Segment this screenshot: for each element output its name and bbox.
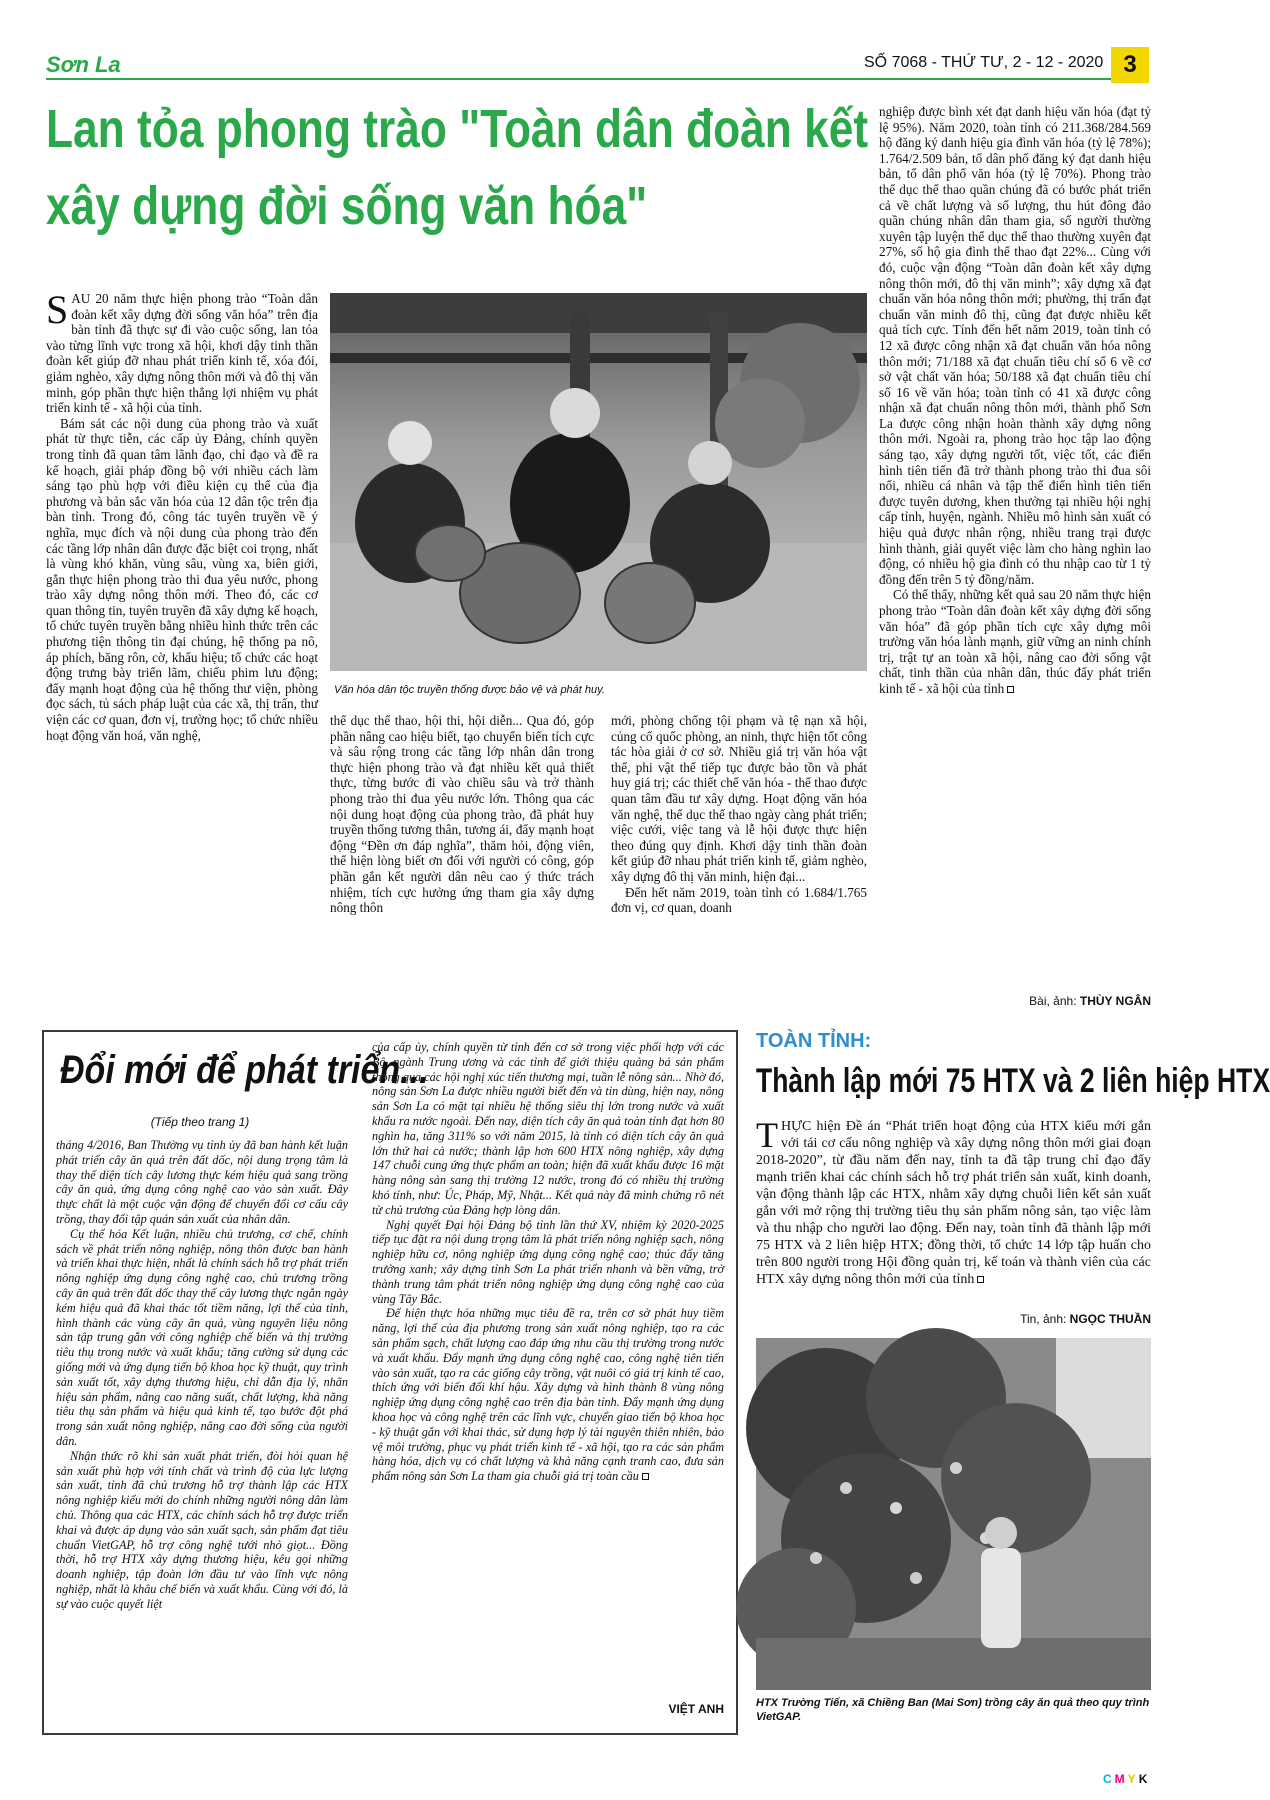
cmyk-m: M [1114, 1772, 1125, 1786]
article3-dropcap: T [756, 1115, 778, 1155]
article2-title: Đổi mới để phát triển... [60, 1048, 429, 1092]
end-mark-icon [642, 1473, 649, 1480]
article3-kicker: TOÀN TỈNH: [756, 1030, 872, 1052]
article2-column-2 [372, 1040, 724, 1690]
article3-photo-caption: HTX Trường Tiến, xã Chiềng Ban (Mai Sơn) trồng cây ăn quả theo quy trình VietGAP. [756, 1697, 1150, 1723]
article2-continued: (Tiếp theo trang 1) [150, 1115, 250, 1129]
article1-paragraph [879, 587, 1151, 696]
article1-column-3 [611, 713, 867, 1013]
article2-paragraph: tháng 4/2016, Ban Thường vụ tỉnh ủy đã ban hành kết luận phát triển cây ăn quả trên đất dốc, nội dung trọng tâm là thay thế diện tích cây lương thực kém hiệu quả sang trồng cây ăn quả, ứng dụng công nghệ cao vào sản xuất. Đây thực chất là một cuộc vận động để chuyển đổi cơ cấu cây trồng, thay đổi tập quán sản xuất của nhân dân. [56, 1138, 348, 1226]
article1-paragraph: mới, phòng chống tội phạm và tệ nạn xã hội, củng cố quốc phòng, an ninh, thực hiện tốt công tác hòa giải ở cơ sở. Nhiều giá trị văn hóa vật thể, phi vật thể tiếp tục được bảo tồn và phát huy giá trị; các thiết chế văn hóa - thể thao được quan tâm đầu tư xây dựng. Hoạt động văn hóa văn nghệ, thể dục thể thao ngày càng phát triển; việc cưới, việc tang và lễ hội được thực hiện theo đúng quy định. Khơi dậy tinh thần đoàn kết giúp đỡ nhau phát triển kinh tế, giảm nghèo, xây dựng đô thị văn minh, hiện đại... [611, 713, 867, 884]
article1-paragraph: Đến hết năm 2019, toàn tỉnh có 1.684/1.765 đơn vị, cơ quan, doanh [611, 884, 867, 916]
issue-date: SỐ 7068 - THỨ TƯ, 2 - 12 - 2020 [864, 54, 1104, 71]
photo-illustration [756, 1338, 1151, 1690]
cmyk-c: C [1103, 1772, 1112, 1786]
byline-prefix: Tin, ảnh: [1020, 1312, 1070, 1326]
article3-title: Thành lập mới 75 HTX và 2 liên hiệp HTX [756, 1062, 1270, 1100]
article2-byline: VIỆT ANH [668, 1702, 724, 1716]
article1-title-line1: Lan tỏa phong trào "Toàn dân đoàn kết [46, 99, 869, 159]
article1-photo [330, 293, 867, 671]
cmyk-y: Y [1127, 1772, 1136, 1786]
end-mark-icon [977, 1276, 984, 1283]
end-mark-icon [1007, 686, 1014, 693]
article2-column-1 [56, 1138, 348, 1718]
article1-column-4 [879, 104, 1151, 989]
article2-closing: Để hiện thực hóa những mục tiêu đề ra, trên cơ sở phát huy tiềm năng, lợi thế của địa phương trong sản xuất nông nghiệp, tạo ra các sản phẩm sạch, chất lượng cao đáp ứng nhu cầu thị trường trong nước và xuất khẩu. Đẩy mạnh ứng dụng công nghệ cao, công nghệ tiên tiến vào sản xuất, tạo ra các giống cây trồng, vật nuôi có giá trị kinh tế cao, thích ứng với biến đổi khí hậu. Xây dựng và hình thành 8 vùng nông nghiệp ứng dụng công nghệ cao trên địa bàn tỉnh. Đẩy mạnh ứng dụng khoa học và công nghệ trên các lĩnh vực, chuyển giao tiến bộ khoa học - kỹ thuật gắn với khai thác, sử dụng hợp lý tài nguyên thiên nhiên, bảo vệ môi trường, phục vụ phát triển kinh tế - xã hội, tạo ra các sản phẩm hàng hóa, dịch vụ có chất lượng và khả năng cạnh tranh cao, đưa sản phẩm nông sản Sơn La tham gia chuỗi giá trị toàn cầu [372, 1306, 724, 1484]
article1-paragraph: thể dục thể thao, hội thi, hội diễn... Qua đó, góp phần nâng cao hiệu biết, tạo chuyển biến tích cực và sâu rộng trong các tầng lớp nhân dân trong thực hiện phong trào và đạt nhiều kết quả thiết thực, từng bước đi vào chiều sâu và trở thành phong trào thi đua yêu nước lớn. Thông qua các nội dung hoạt động của phong trào, đã phát huy truyền thống tương thân, tương ái, đẩy mạnh hoạt động “Đền ơn đáp nghĩa”, thăm hỏi, động viên, thể hiện lòng biết ơn đối với người có công, góp phần gắn kết người dân nêu cao ý thức trách nhiệm, tích cực hưởng ứng tham gia xây dựng nông thôn [330, 713, 594, 916]
photo-illustration [330, 293, 867, 671]
cmyk-k: K [1138, 1772, 1148, 1786]
article2-paragraph: của cấp ủy, chính quyền từ tỉnh đến cơ sở trong việc phối hợp với các Bộ, ngành Trung ương và các tỉnh để giới thiệu quảng bá sản phẩm thông qua các hội nghị xúc tiến thương mại, tuần lễ nông sản... Nhờ đó, nông sản Sơn La được nhiều người biết đến và tin dùng, hiện nay, nông sản Sơn La có mặt tại nhiều hệ thống siêu thị lớn trong nước và xuất khẩu ra nước ngoài. Đến nay, diện tích cây ăn quả toàn tỉnh đạt hơn 80 nghìn ha, tăng 311% so với năm 2015, là tỉnh có diện tích cây ăn quả lớn thứ hai cả nước; thành lập hơn 600 HTX nông nghiệp, xây dựng 147 chuỗi cung ứng thực phẩm an toàn; hiện đã xuất khẩu được 16 mặt hàng nông sản sang thị trường 12 nước, trong đó có nhiều thị trường khó tính, như: Úc, Pháp, Mỹ, Nhật... Kết quả này đã minh chứng rõ nét từ chủ trương của Đảng hợp lòng dân. [372, 1040, 724, 1217]
article1-column-1 [46, 287, 318, 1013]
article2-paragraph: Nghị quyết Đại hội Đảng bộ tỉnh lần thứ XV, nhiệm kỳ 2020-2025 tiếp tục đặt ra nội dung trọng tâm là phát triển nông nghiệp sạch, nông nghiệp hữu cơ, nông nghiệp ứng dụng công nghệ cao; thúc đẩy tăng trưởng xanh; xây dựng tỉnh Sơn La phát triển nhanh và bền vững, trở thành trung tâm phát triển nông nghiệp ứng dụng công nghệ cao của vùng Tây Bắc. [372, 1217, 724, 1306]
article1-dropcap: S [46, 287, 69, 332]
cmyk-marks [1103, 1770, 1150, 1788]
article1-byline [879, 994, 1151, 1008]
article1-paragraph: nghiệp được bình xét đạt danh hiệu văn hóa (đạt tỷ lệ 95%). Năm 2020, toàn tỉnh có 211.368/284.569 hộ đăng ký danh hiệu gia đình văn hóa (tỷ lệ 78%); 1.764/2.509 bản, tổ dân phố đăng ký đạt danh hiệu bản, tổ dân phố văn hóa (tỷ lệ 70%). Phong trào thể dục thể thao quần chúng đã có bước phát triển cả về chất lượng và số lượng, thu hút đông đảo quần chúng nhân dân tham gia, số người thường xuyên tập luyện thể dục thể thao thường xuyên đạt 27%, số hộ gia đình thể thao đạt 22%... Cùng với đó, cuộc vận động “Toàn dân đoàn kết xây dựng nông thôn mới, đô thị văn minh”; xây dựng xã đạt chuẩn văn hóa nông thôn mới; phường, thị trấn đạt chuẩn văn minh đô thị, cũng đạt được nhiều kết quả tích cực. Tính đến hết năm 2019, toàn tỉnh có 12 xã được công nhận xã đạt chuẩn văn hóa nông thôn mới; 71/188 xã đạt chuẩn tiêu chí số 6 về cơ sở vật chất văn hóa; 50/188 xã đạt chuẩn tiêu chí số 16 về văn hóa; toàn tỉnh có 41 xã được công nhận xã đạt chuẩn nông thôn mới, thành phố Sơn La được công nhận hoàn thành xây dựng nông thôn mới. Ngoài ra, phong trào học tập lao động sáng tạo, xây dựng người tốt, việc tốt, các điển hình tiên tiến đã trở thành phong trào thi đua sôi nổi, nhiều cá nhân và tập thể điển hình tiên tiến được tuyên dương, khen thưởng tại nhiều hội nghị cấp tỉnh, huyện, ngành. Nhiều mô hình sản xuất có hiệu quả được nhân rộng, nhiều trang trại được hình thành, giải quyết việc làm cho hàng nghìn lao động, có nhiều hộ gia đình có thu nhập cao từ 1 tỷ đồng đến trên 5 tỷ đồng/năm. [879, 104, 1151, 587]
article3-body [756, 1115, 1151, 1308]
article2-paragraph: Nhận thức rõ khi sản xuất phát triển, đòi hỏi quan hệ sản xuất phù hợp với tính chất và trình độ của lực lượng sản xuất, tỉnh đã chủ trương hỗ trợ thành lập các HTX nông nghiệp kiểu mới do chính những người nông dân làm chủ. Thông qua các HTX, các chính sách hỗ trợ được triển khai và được áp dụng vào sản xuất sạch, sản phẩm đạt tiêu chuẩn VietGAP, hỗ trợ công nghệ tưới nhỏ giọt... Đồng thời, hỗ trợ HTX xây dựng thương hiệu, kêu gọi những doanh nghiệp, tập đoàn lớn đầu tư vào lĩnh vực nông nghiệp, nhất là khâu chế biến và xuất khẩu. Cùng với đó, là sự vào cuộc quyết liệt [56, 1448, 348, 1611]
article1-photo-caption: Văn hóa dân tộc truyền thống được bảo vệ và phát huy. [334, 684, 605, 696]
article1-title-line2: xây dựng đời sống văn hóa" [46, 176, 648, 236]
article1-paragraph: Bám sát các nội dung của phong trào và xuất phát từ thực tiễn, các cấp ủy Đảng, chính quyền trong tỉnh đã quan tâm lãnh đạo, chỉ đạo và đề ra kế hoạch, giải pháp đồng bộ với nhiều cách làm sáng tạo phù hợp với điều kiện cụ thể của địa phương và bản sắc văn hóa của 12 dân tộc trên địa bàn tỉnh. Trong đó, công tác tuyên truyền về ý nghĩa, mục đích và nội dung của phong trào đến các tầng lớp nhân dân được đặc biệt coi trọng, nhất là vùng khó khăn, vùng sâu, vùng xa, biên giới, gắn thực hiện phong trào thi đua yêu nước, phong trào xây dựng nông thôn mới. Theo đó, các cơ quan thông tin, tuyên truyền đã xây dựng kế hoạch, tổ chức tuyên truyền bằng nhiều hình thức trên các phương tiện thông tin đại chúng, hệ thống pa nô, áp phích, băng rôn, cờ, khẩu hiệu; tổ chức các hoạt động trưng bày triển lãm, chiếu phim lưu động; đẩy mạnh hoạt động của hệ thống thư viện, phòng đọc sách, tủ sách pháp luật của các xã, thị trấn, thư viện các cơ quan, đơn vị, trường học; tổ chức nhiều hoạt động văn hoá, văn nghệ, [46, 415, 318, 743]
byline-author: NGỌC THUẦN [1069, 1312, 1151, 1326]
article1-column-2 [330, 713, 594, 1013]
article2-paragraph: Cụ thể hóa Kết luận, nhiều chủ trương, cơ chế, chính sách về phát triển nông nghiệp, nông thôn được ban hành và triển khai thực hiện, nhất là chính sách hỗ trợ phát triển nông nghiệp ứng dụng công nghệ cao, chủ trương trồng cây ăn quả trên đất dốc thay thế cây lương thực ngắn ngày kém hiệu quả đã khai thác tốt tiềm năng, lợi thế của tỉnh, hình thành các vùng cây ăn quả, vùng nguyên liệu nông sản tập trung gắn với công nghiệp chế biến và thị trường tiêu thụ trong nước và xuất khẩu; tăng cường sử dụng các giống mới và ứng dụng tiến bộ khoa học kỹ thuật, quy trình sản xuất tốt, xây dựng thương hiệu, chỉ dẫn địa lý, nhãn hiệu sản phẩm, nâng cao năng suất, chất lượng, khả năng tiêu thụ sản phẩm và hiệu quả kinh tế, tạo bước đột phá trong sản xuất nông nghiệp, nâng cao đời sống của người dân. [56, 1226, 348, 1448]
article3-photo [756, 1338, 1151, 1690]
page-number: 3 [1111, 47, 1149, 83]
article1-conclusion: Có thể thấy, những kết quả sau 20 năm thực hiện phong trào “Toàn dân đoàn kết xây dựng đời sống văn hóa” đã góp phần tích cực xây dựng môi trường văn hóa lành mạnh, giữ vững an ninh chính trị, trật tự an toàn xã hội, nâng cao đời sống vật chất, tinh thần của nhân dân, thúc đẩy phát triển kinh tế - xã hội của tỉnh [879, 587, 1151, 696]
article3-paragraph: HỰC hiện Đề án “Phát triển hoạt động của HTX kiểu mới gắn với tái cơ cấu nông nghiệp và xây dựng nông thôn mới giai đoạn 2018-2020”, từ đầu năm đến nay, tỉnh ta đã tập trung chỉ đạo đẩy mạnh triển khai các chính sách hỗ trợ phát triển sản xuất, kinh doanh, vận động thành lập các HTX, nhằm xây dựng chuỗi liên kết sản xuất gắn với mở rộng thị trường tiêu thụ sản phẩm nông sản, tạo việc làm và thu nhập cho người lao động. Đến nay, toàn tỉnh đã thành lập mới 75 HTX và 2 liên hiệp HTX; đồng thời, tổ chức 14 lớp tập huấn cho trên 800 người trong Hội đồng quản trị, kế toán và thành viên của các HTX xây dựng nông thôn mới của tỉnh [756, 1119, 1151, 1287]
byline-prefix: Bài, ảnh: [1029, 994, 1080, 1008]
article1-paragraph: AU 20 năm thực hiện phong trào “Toàn dân đoàn kết xây dựng đời sống văn hóa” trên địa bàn tỉnh đã thực sự đi vào cuộc sống, lan tỏa vào từng lĩnh vực trong xã hội, khơi dậy tinh thần đoàn kết giúp đỡ nhau phát triển kinh tế, xóa đói, giảm nghèo, xây dựng nông thôn mới và đô thị văn minh, góp phần thực hiện thắng lợi nhiệm vụ phát triển kinh tế - xã hội của tỉnh. [46, 291, 318, 416]
article3-byline [756, 1312, 1151, 1326]
article2-paragraph [372, 1306, 724, 1484]
header-rule [46, 78, 1111, 80]
byline-author: THÙY NGÂN [1079, 994, 1151, 1008]
section-name: Sơn La [46, 52, 121, 77]
